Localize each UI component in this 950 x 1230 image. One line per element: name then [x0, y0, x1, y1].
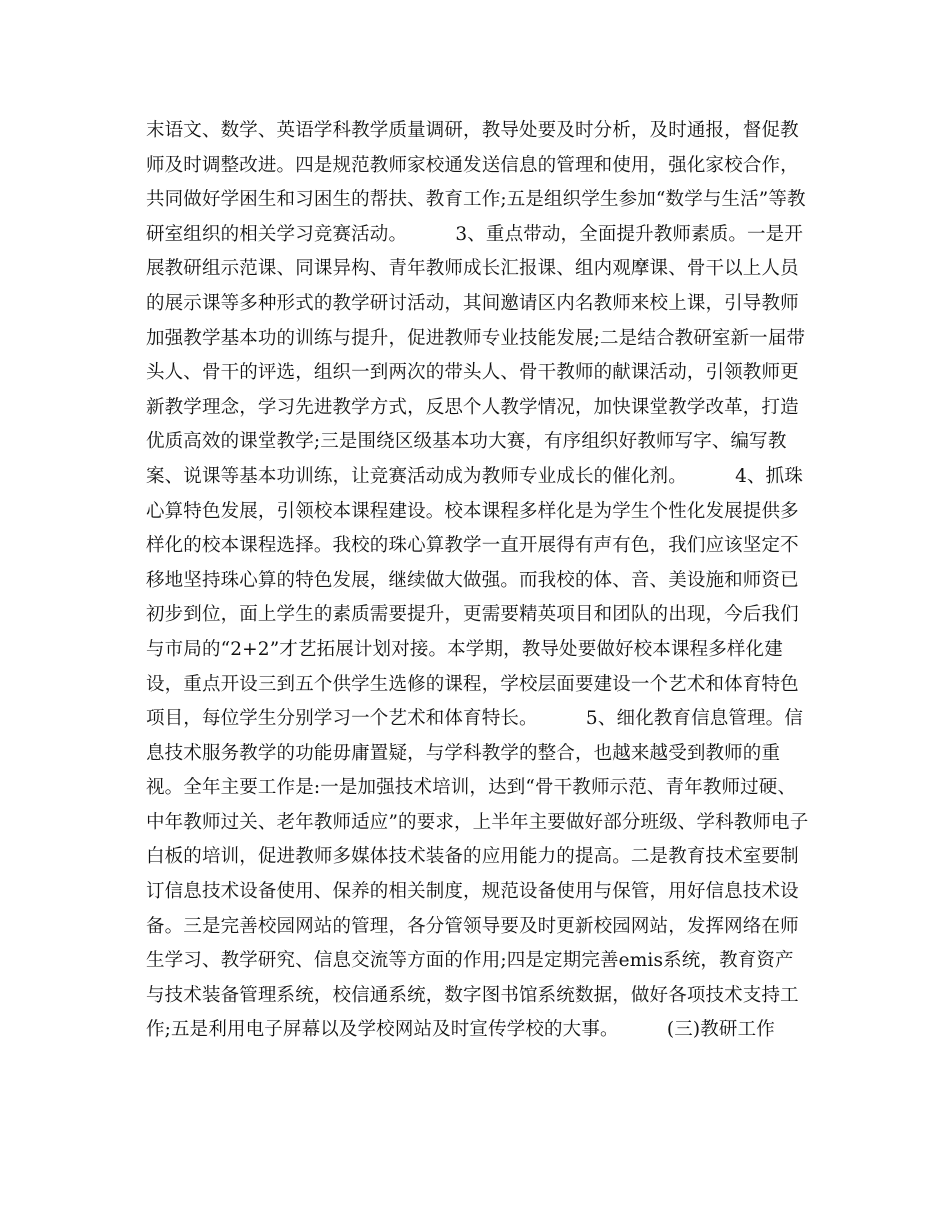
- body-text-line: 优质高效的课堂教学;三是围绕区级基本功大赛，有序组织好教师写字、编写教: [146, 431, 787, 453]
- body-text-line: 项目，每位学生分别学习一个艺术和体育特长。 5、细化教育信息管理。信: [146, 708, 803, 730]
- body-text-line: 加强教学基本功的训练与提升，促进教师专业技能发展;二是结合教研室新一届带: [146, 327, 806, 349]
- body-text-line: 息技术服务教学的功能毋庸置疑，与学科教学的整合，也越来越受到教师的重: [146, 742, 781, 764]
- body-text-line: 视。全年主要工作是:一是加强技术培训，达到“骨干教师示范、青年教师过硬、: [146, 777, 797, 799]
- body-text-line: 中年教师过关、老年教师适应”的要求，上半年主要做好部分班级、学科教师电子: [146, 811, 809, 833]
- body-text-line: 末语文、数学、英语学科教学质量调研，教导处要及时分析，及时通报，督促教: [146, 120, 799, 141]
- body-text-line: 初步到位，面上学生的素质需要提升，更需要精英项目和团队的出现，今后我们: [146, 604, 799, 626]
- body-text-line: 移地坚持珠心算的特色发展，继续做大做强。而我校的体、音、美设施和师资已: [146, 569, 799, 591]
- body-text-line: 展教研组示范课、同课异构、青年教师成长汇报课、组内观摩课、骨干以上人员: [146, 258, 799, 280]
- body-text-line: 新教学理念，学习先进教学方式，反思个人教学情况，加快课堂教学改革，打造: [146, 396, 799, 418]
- body-text-line: 心算特色发展，引领校本课程建设。校本课程多样化是为学生个性化发展提供多: [146, 500, 799, 522]
- body-text-line: 订信息技术设备使用、保养的相关制度，规范设备使用与保管，用好信息技术设: [146, 881, 799, 903]
- body-text-line: 头人、骨干的评选，组织一到两次的带头人、骨干教师的献课活动，引领教师更: [146, 362, 799, 384]
- body-text-line: 师及时调整改进。四是规范教师家校通发送信息的管理和使用，强化家校合作，: [146, 154, 799, 176]
- body-text-line: 设，重点开设三到五个供学生选修的课程，学校层面要建设一个艺术和体育特色: [146, 673, 799, 695]
- body-text-line: 作;五是利用电子屏幕以及学校网站及时宣传学校的大事。 (三)教研工作: [146, 1019, 775, 1041]
- body-text-line: 案、说课等基本功训练，让竞赛活动成为教师专业成长的催化剂。 4、抓珠: [146, 465, 803, 487]
- body-text-line: 的展示课等多种形式的教学研讨活动，其间邀请区内名教师来校上课，引导教师: [146, 292, 799, 314]
- body-text-line: 与技术装备管理系统，校信通系统，数字图书馆系统数据，做好各项技术支持工: [146, 984, 799, 1006]
- body-text-line: 与市局的“2+2”才艺拓展计划对接。本学期，教导处要做好校本课程多样化建: [146, 638, 783, 660]
- body-text-line: 备。三是完善校园网站的管理，各分管领导要及时更新校园网站，发挥网络在师: [146, 915, 799, 937]
- body-text-line: 白板的培训，促进教师多媒体技术装备的应用能力的提高。二是教育技术室要制: [146, 846, 799, 868]
- body-text-line: 样化的校本课程选择。我校的珠心算教学一直开展得有声有色，我们应该坚定不: [146, 535, 799, 557]
- body-text-line: 生学习、教学研究、信息交流等方面的作用;四是定期完善emis系统，教育资产: [146, 950, 794, 972]
- document-body: [146, 114, 826, 1048]
- body-text-line: 共同做好学困生和习困生的帮扶、教育工作;五是组织学生参加“数学与生活”等教: [146, 189, 806, 211]
- body-text-line: 研室组织的相关学习竞赛活动。 3、重点带动，全面提升教师素质。一是开: [146, 223, 803, 245]
